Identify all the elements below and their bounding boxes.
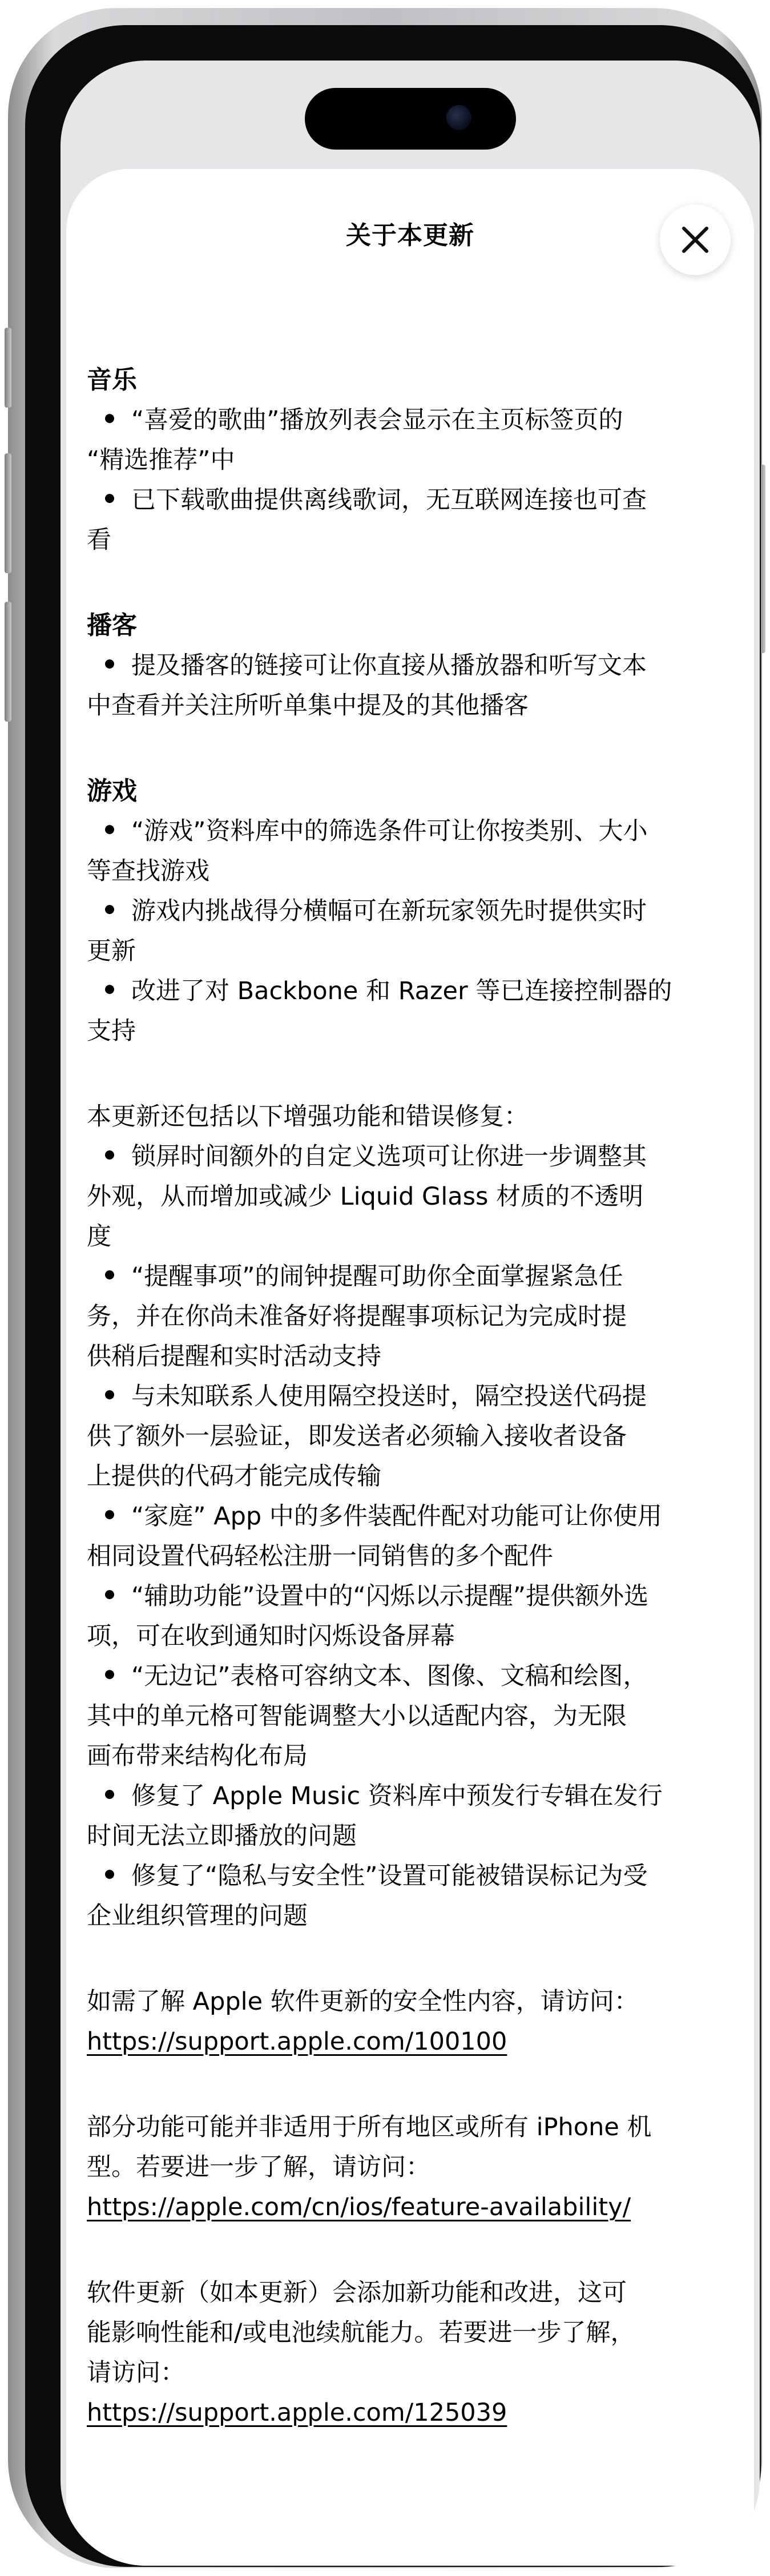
bullet-dot bbox=[105, 1150, 114, 1160]
list-item: “家庭” App 中的多件装配件配对功能可让你使用 bbox=[87, 1496, 755, 1536]
battery-link-line bbox=[87, 2393, 755, 2433]
phone-screen bbox=[61, 61, 760, 2566]
list-item-continuation: 务，并在你尚未准备好将提醒事项标记为完成时提 bbox=[87, 1302, 627, 1331]
phone-frame bbox=[8, 8, 762, 2568]
bullet-dot bbox=[105, 1390, 114, 1399]
list-item: 已下载歌曲提供离线歌词，无互联网连接也可查 bbox=[87, 480, 755, 520]
battery-text: 软件更新（如本更新）会添加新功能和改进，这可 bbox=[87, 2279, 627, 2307]
list-item-continuation: 企业组织管理的问题 bbox=[87, 1902, 308, 1930]
list-item: 与未知联系人使用隔空投送时，隔空投送代码提 bbox=[87, 1376, 755, 1416]
security-link[interactable]: https://support.apple.com/100100 bbox=[87, 2027, 507, 2056]
bullet-dot bbox=[105, 825, 114, 834]
battery-link[interactable]: https://support.apple.com/125039 bbox=[87, 2398, 507, 2427]
list-item-continuation: 支持 bbox=[87, 1017, 136, 1045]
list-item: 改进了对 Backbone 和 Razer 等已连接控制器的 bbox=[87, 971, 755, 1011]
volume-up-button bbox=[5, 453, 11, 573]
list-item-continuation: 等查找游戏 bbox=[87, 857, 209, 886]
availability-link-line bbox=[87, 2187, 755, 2227]
list-item: “喜爱的歌曲”播放列表会显示在主页标签页的 bbox=[87, 400, 755, 440]
volume-down-button bbox=[5, 602, 11, 722]
list-item-continuation: 相同设置代码轻松注册一同销售的多个配件 bbox=[87, 1542, 553, 1571]
list-item-continuation: 其中的单元格可智能调整大小以适配内容，为无限 bbox=[87, 1702, 627, 1730]
dynamic-island bbox=[305, 88, 516, 150]
section-heading-music: 音乐 bbox=[87, 365, 137, 395]
list-item: 锁屏时间额外的自定义选项可让你进一步调整其 bbox=[87, 1137, 755, 1177]
action-button bbox=[5, 328, 11, 408]
bullet-dot bbox=[105, 414, 114, 423]
battery-text: 请访问： bbox=[87, 2358, 185, 2387]
availability-text: 部分功能可能并非适用于所有地区或所有 iPhone 机 bbox=[87, 2113, 652, 2142]
list-item-continuation: 外观，从而增加或减少 Liquid Glass 材质的不透明 bbox=[87, 1182, 644, 1211]
list-item: 修复了“隐私与安全性”设置可能被错误标记为受 bbox=[87, 1856, 755, 1896]
list-item: “游戏”资料库中的筛选条件可让你按类别、大小 bbox=[87, 811, 755, 851]
list-item-continuation: 供了额外一层验证，即发送者必须输入接收者设备 bbox=[87, 1422, 627, 1451]
availability-link[interactable]: https://apple.com/cn/ios/feature-availability/ bbox=[87, 2193, 631, 2221]
list-item-continuation: 度 bbox=[87, 1222, 111, 1251]
availability-text: 型。若要进一步了解，请访问： bbox=[87, 2153, 430, 2181]
list-item: 修复了 Apple Music 资料库中预发行专辑在发行 bbox=[87, 1776, 755, 1816]
list-item-continuation: 上提供的代码才能完成传输 bbox=[87, 1462, 381, 1491]
list-item-continuation: 时间无法立即播放的问题 bbox=[87, 1822, 357, 1850]
bullet-dot bbox=[105, 1790, 114, 1799]
section-heading-podcasts: 播客 bbox=[87, 611, 137, 640]
list-item-continuation: 更新 bbox=[87, 937, 136, 965]
release-notes bbox=[87, 169, 755, 2566]
section-heading-games: 游戏 bbox=[87, 776, 137, 806]
list-item-continuation: “精选推荐”中 bbox=[87, 446, 235, 474]
list-item-continuation: 中查看并关注所听单集中提及的其他播客 bbox=[87, 691, 529, 720]
list-item-continuation: 供稍后提醒和实时活动支持 bbox=[87, 1342, 381, 1371]
list-item: “提醒事项”的闹钟提醒可助你全面掌握紧急任 bbox=[87, 1257, 755, 1297]
phone-bezel bbox=[25, 25, 761, 2567]
bullet-dot bbox=[105, 1590, 114, 1599]
bullet-dot bbox=[105, 1510, 114, 1519]
security-link-line bbox=[87, 2022, 755, 2062]
list-item-continuation: 项，可在收到通知时闪烁设备屏幕 bbox=[87, 1622, 455, 1651]
list-item-continuation: 画布带来结构化布局 bbox=[87, 1742, 308, 1770]
fixes-intro: 本更新还包括以下增强功能和错误修复： bbox=[87, 1102, 529, 1131]
list-item: 提及播客的链接可让你直接从播放器和听写文本 bbox=[87, 646, 755, 686]
bullet-dot bbox=[105, 494, 114, 503]
battery-text: 能影响性能和/或电池续航能力。若要进一步了解， bbox=[87, 2319, 635, 2347]
list-item-continuation: 看 bbox=[87, 526, 111, 554]
list-item: “无边记”表格可容纳文本、图像、文稿和绘图， bbox=[87, 1656, 755, 1696]
bullet-dot bbox=[105, 659, 114, 669]
bullet-dot bbox=[105, 905, 114, 914]
camera-icon bbox=[446, 105, 471, 130]
security-text: 如需了解 Apple 软件更新的安全性内容，请访问： bbox=[87, 1987, 639, 2016]
bullet-dot bbox=[105, 1270, 114, 1279]
sheet-title: 关于本更新 bbox=[346, 221, 474, 250]
bullet-dot bbox=[105, 1670, 114, 1679]
bullet-dot bbox=[105, 985, 114, 994]
bullet-dot bbox=[105, 1870, 114, 1879]
about-update-sheet bbox=[66, 169, 754, 2566]
list-item: 游戏内挑战得分横幅可在新玩家领先时提供实时 bbox=[87, 891, 755, 931]
list-item: “辅助功能”设置中的“闪烁以示提醒”提供额外选 bbox=[87, 1576, 755, 1616]
